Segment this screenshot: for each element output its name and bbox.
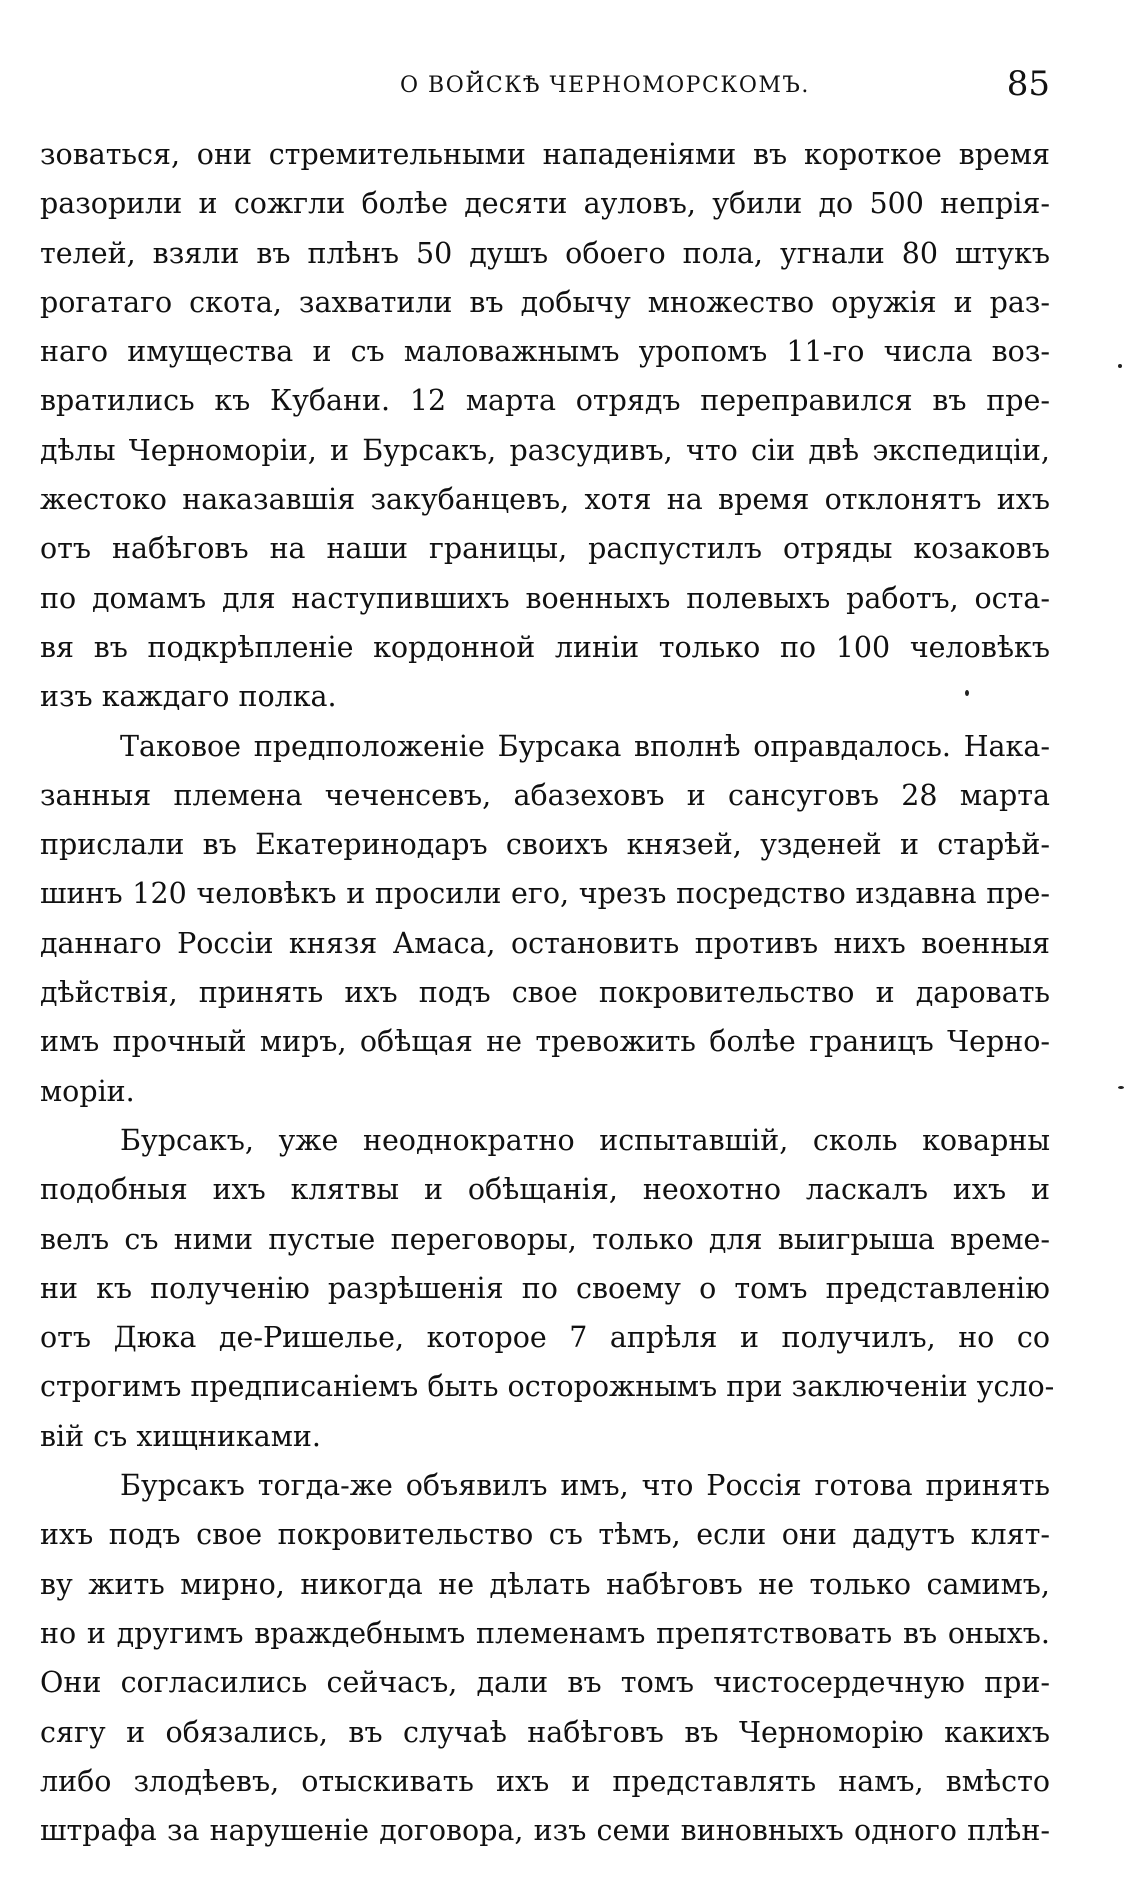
text-line: отъ набѣговъ на наши границы, распустилъ отряды козаковъ [40,532,1050,566]
paragraph-3 [40,1116,1055,1461]
text-line: Они согласились сейчасъ, дали въ томъ чистосердечную при- [40,1666,1050,1700]
text-line: вя въ подкрѣпленіе кордонной линіи только по 100 человѣкъ [40,630,1050,664]
text-line: строгимъ предписаніемъ быть осторожнымъ при заключеніи усло- [40,1370,1055,1404]
text-line: наго имущества и съ маловажнымъ уропомъ 11-го числа воз- [40,335,1050,369]
text-line: ву жить мирно, никогда не дѣлать набѣговъ не только самимъ, [40,1567,1050,1601]
scan-speck [965,690,969,696]
scan-speck [1118,364,1122,368]
text-line: Таковое предположеніе Бурсака вполнѣ оправдалось. Нака- [120,729,1050,763]
text-line: ни къ полученію разрѣшенія по своему о томъ представленію [40,1271,1050,1305]
text-line: но и другимъ враждебнымъ племенамъ препятствовать въ оныхъ. [40,1616,1050,1650]
text-line: штрафа за нарушеніе договора, изъ семи виновныхъ одного плѣн- [40,1814,1050,1848]
body-text [40,130,1055,1855]
text-line: даннаго Россіи князя Амаса, остановить противъ нихъ военныя [40,926,1050,960]
text-line: дѣлы Черноморіи, и Бурсакъ, разсудивъ, что сіи двѣ экспедиціи, [40,433,1050,467]
text-line: вій съ хищниками. [40,1419,321,1453]
paragraph-2 [40,722,1050,1116]
text-line: сягу и обязались, въ случаѣ набѣговъ въ Черноморію какихъ [40,1715,1050,1749]
text-line: жестоко наказавшія закубанцевъ, хотя на время отклонятъ ихъ [40,483,1050,517]
text-line: отъ Дюка де-Ришелье, которое 7 апрѣля и получилъ, но со [40,1321,1050,1355]
text-line: либо злодѣевъ, отыскивать ихъ и представлять намъ, вмѣсто [40,1764,1050,1798]
page-number: 85 [1006,64,1050,104]
running-title: О ВОЙСКѢ ЧЕРНОМОРСКОМЪ. [400,73,810,98]
text-line: по домамъ для наступившихъ военныхъ полевыхъ работъ, оста- [40,581,1050,615]
text-line: ихъ подъ свое покровительство съ тѣмъ, если они дадутъ клят- [40,1518,1050,1552]
text-line: велъ съ ними пустые переговоры, только для выигрыша време- [40,1222,1050,1256]
text-line: прислали въ Екатеринодаръ своихъ князей, узденей и старѣй- [40,828,1050,862]
paragraph-4 [40,1461,1050,1855]
text-line: зоваться, они стремительными нападеніями въ короткое время [40,138,1050,171]
text-line: занныя племена чеченсевъ, абазеховъ и сансуговъ 28 марта [40,778,1050,812]
text-line: рогатаго скота, захватили въ добычу множество оружія и раз- [40,285,1050,319]
text-line: вратились къ Кубани. 12 марта отрядъ переправился въ пре- [40,384,1050,418]
text-line: Бурсакъ, уже неоднократно испытавшій, сколь коварны [120,1123,1050,1157]
scan-speck [1118,1086,1124,1089]
text-line: изъ каждаго полка. [40,680,337,714]
text-line: Бурсакъ тогда-же объявилъ имъ, что Россія готова принять [120,1469,1050,1503]
text-line: имъ прочный миръ, обѣщая не тревожить болѣе границъ Черно- [40,1025,1050,1059]
text-line: разорили и сожгли болѣе десяти ауловъ, убили до 500 непрія- [40,187,1050,221]
paragraph-1 [40,130,1050,722]
text-line: моріи. [40,1074,135,1108]
text-line: дѣйствія, принять ихъ подъ свое покровительство и даровать [40,976,1050,1010]
text-line: телей, взяли въ плѣнъ 50 душъ обоего пола, угнали 80 штукъ [40,236,1050,270]
text-line: шинъ 120 человѣкъ и просили его, чрезъ посредство издавна пре- [40,877,1050,911]
page-header [40,66,1050,106]
text-line: подобныя ихъ клятвы и обѣщанія, неохотно ласкалъ ихъ и [40,1173,1050,1207]
